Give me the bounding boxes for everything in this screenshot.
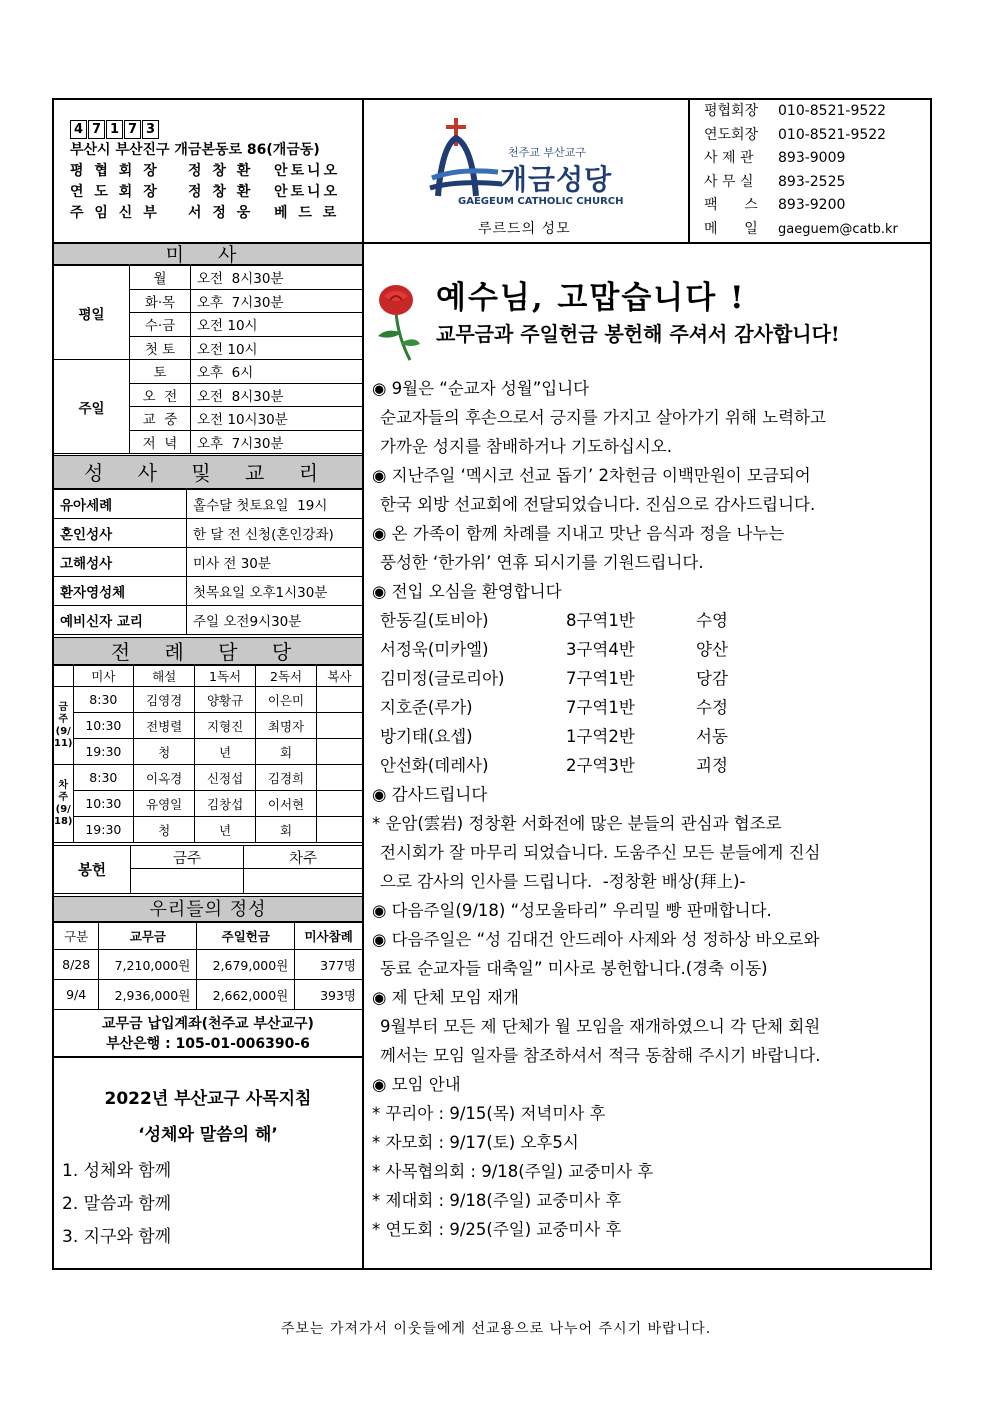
bonghun-cell [244, 869, 363, 894]
liturgy-cell: 10:30 [73, 713, 134, 739]
church-logo [428, 116, 628, 216]
offering-cell: 2,679,000원 [197, 950, 295, 980]
contact-row [704, 100, 898, 124]
officer-name: 정 창 환 [188, 163, 254, 179]
officer-role: 주 임 신 부 [70, 205, 160, 221]
liturgy-cell [317, 817, 363, 843]
mass-schedule-table [53, 265, 363, 454]
section-title-liturgy: 전 례 담 당 [54, 637, 362, 665]
section-title-sacraments: 성 사 및 교 리 [54, 455, 362, 489]
sacrament-value: 주일 오전9시30분 [187, 606, 363, 635]
offering-cell: 9/4 [54, 980, 99, 1010]
empty-cell [54, 666, 74, 687]
notice-heading: ◉ 다음주일(9/18) “성모울타리” 우리밀 빵 판매합니다. [372, 901, 772, 920]
offering-header: 미사참례 [295, 923, 363, 950]
guideline-item: 2. 말씀과 함께 [62, 1194, 172, 1214]
offering-cell: 377명 [295, 950, 363, 980]
liturgy-cell [317, 765, 363, 791]
subheadline: 교무금과 주일헌금 봉헌해 주셔서 감사합니다! [436, 322, 840, 346]
sacrament-name: 예비신자 교리 [54, 606, 187, 635]
liturgy-cell: 이은미 [256, 687, 317, 713]
bonghun-this-week: 금주 [131, 846, 244, 869]
offering-header: 주일헌금 [197, 923, 295, 950]
officer-name: 정 창 환 [188, 184, 254, 200]
patron-name: 루르드의 성모 [478, 221, 571, 237]
notice-heading: ◉ 감사드립니다 [372, 785, 488, 804]
newcomer-list [380, 606, 728, 780]
postal-code [70, 120, 340, 139]
footer-note: 주보는 가져가서 이웃들에게 선교용으로 나누어 주시기 바랍니다. [280, 1321, 712, 1337]
contact-row [704, 218, 898, 242]
notice-text: 동료 순교자들 대축일” 미사로 봉헌합니다.(경축 이동) [380, 959, 768, 978]
contact-key: 팩 스 [704, 197, 758, 213]
sacrament-value: 홀수달 첫토요일 19시 [187, 490, 363, 519]
officer-baptism: 베 드 로 [274, 205, 340, 221]
mass-day: 저 녁 [130, 430, 191, 454]
officer-row [70, 182, 340, 203]
liturgy-cell: 전병렬 [134, 713, 195, 739]
liturgy-cell: 김경희 [256, 765, 317, 791]
liturgy-cell: 회 [256, 739, 317, 765]
notice-heading: ◉ 모임 안내 [372, 1075, 461, 1094]
contact-row [704, 171, 898, 195]
newcomer-origin: 당감 [696, 669, 728, 688]
newcomer-zone: 2구역3반 [566, 756, 635, 775]
mass-time: 오전 10시30분 [191, 407, 363, 431]
liturgy-cell: 년 [195, 739, 256, 765]
contact-list [704, 100, 898, 241]
sacrament-name: 고해성사 [54, 548, 187, 577]
sacrament-name: 유아세례 [54, 490, 187, 519]
liturgy-cell: 19:30 [73, 817, 134, 843]
mass-time: 오전 8시30분 [191, 383, 363, 407]
contact-row [704, 124, 898, 148]
address-block [70, 120, 340, 224]
sacrament-value: 한 달 전 신청(혼인강좌) [187, 519, 363, 548]
liturgy-table [53, 665, 363, 843]
bonghun-cell [131, 869, 244, 894]
contact-value: 893-9200 [778, 197, 846, 213]
newcomer-row [380, 693, 728, 722]
newcomer-name: 김미정(글로리아) [380, 669, 505, 688]
liturgy-header: 미사 [73, 666, 134, 687]
mass-day: 오 전 [130, 383, 191, 407]
notice-heading: ◉ 온 가족이 함께 차례를 지내고 맛난 음식과 정을 나누는 [372, 524, 785, 543]
newcomer-name: 안선화(데레사) [380, 756, 489, 775]
newcomer-name: 지호준(루가) [380, 698, 473, 717]
newcomer-origin: 수영 [696, 611, 728, 630]
liturgy-header: 2독서 [256, 666, 317, 687]
liturgy-cell: 19:30 [73, 739, 134, 765]
offering-cell: 2,662,000원 [197, 980, 295, 1010]
account-number: 부산은행 : 105-01-006390-6 [106, 1036, 310, 1052]
offering-cell: 2,936,000원 [99, 980, 197, 1010]
mass-day: 토 [130, 360, 191, 384]
liturgy-cell: 청 [134, 817, 195, 843]
liturgy-cell [317, 713, 363, 739]
meeting-item: * 연도회 : 9/25(주일) 교중미사 후 [372, 1220, 622, 1239]
newcomer-zone: 7구역1반 [566, 669, 635, 688]
liturgy-cell: 신정섭 [195, 765, 256, 791]
contact-key: 평협회장 [704, 103, 759, 119]
liturgy-header: 해설 [134, 666, 195, 687]
postal-digit: 3 [142, 120, 159, 139]
church-name-en: GAEGEUM CATHOLIC CHURCH [458, 196, 624, 207]
sacrament-value: 미사 전 30분 [187, 548, 363, 577]
liturgy-cell [317, 739, 363, 765]
guideline-subtitle: ‘성체와 말씀의 해’ [138, 1125, 278, 1145]
liturgy-header: 복사 [317, 666, 363, 687]
mass-time: 오전 10시 [191, 313, 363, 337]
mass-day: 화·목 [130, 289, 191, 313]
mass-day: 교 중 [130, 407, 191, 431]
liturgy-cell: 년 [195, 817, 256, 843]
liturgy-cell: 김창섭 [195, 791, 256, 817]
account-title: 교무금 납입계좌(천주교 부산교구) [102, 1016, 314, 1032]
offering-cell: 7,210,000원 [99, 950, 197, 980]
divider [688, 98, 690, 242]
mass-group-label: 평일 [54, 266, 130, 360]
guideline-list [62, 1155, 171, 1254]
meeting-item: * 자모회 : 9/17(토) 오후5시 [372, 1133, 579, 1152]
section-title-offering: 우리들의 정성 [54, 896, 362, 922]
guideline-item: 3. 지구와 함께 [62, 1227, 172, 1247]
newcomer-name: 서정욱(미카엘) [380, 640, 489, 659]
newcomer-row [380, 635, 728, 664]
address: 부산시 부산진구 개금본동로 86(개금동) [70, 142, 320, 158]
contact-key: 사 제 관 [704, 150, 754, 166]
sacrament-name: 환자영성체 [54, 577, 187, 606]
contact-email: gaeguem@catb.kr [778, 221, 898, 237]
liturgy-cell [317, 791, 363, 817]
liturgy-cell: 지형진 [195, 713, 256, 739]
church-cross-icon [428, 116, 508, 200]
liturgy-cell: 8:30 [73, 687, 134, 713]
notice-heading: ◉ 제 단체 모임 재개 [372, 988, 519, 1007]
officer-role: 평 협 회 장 [70, 163, 160, 179]
newcomer-origin: 양산 [696, 640, 728, 659]
notice-text: * 운암(雲岩) 정창환 서화전에 많은 분들의 관심과 협조로 [372, 814, 782, 833]
rose-icon [372, 282, 422, 364]
contact-row [704, 147, 898, 171]
newcomer-row [380, 722, 728, 751]
notice-heading: ◉ 지난주일 ‘멕시코 선교 돕기’ 2차헌금 이백만원이 모금되어 [372, 466, 811, 485]
officer-baptism: 안토니오 [274, 184, 341, 200]
postal-digit: 7 [88, 120, 105, 139]
bonghun-table [53, 845, 363, 894]
notice-text: 풍성한 ‘한가위’ 연휴 되시기를 기원드립니다. [380, 553, 704, 572]
sacrament-name: 혼인성사 [54, 519, 187, 548]
liturgy-cell: 이서현 [256, 791, 317, 817]
offering-table [53, 922, 363, 1010]
mass-group-label: 주일 [54, 360, 130, 454]
offering-cell: 8/28 [54, 950, 99, 980]
newcomer-zone: 8구역1반 [566, 611, 635, 630]
officer-row [70, 203, 340, 224]
meeting-item: * 제대회 : 9/18(주일) 교중미사 후 [372, 1191, 622, 1210]
mass-time: 오후 6시 [191, 360, 363, 384]
notice-text: 께서는 모임 일자를 참조하셔서 적극 동참해 주시기 바랍니다. [380, 1046, 821, 1065]
newcomer-origin: 서동 [696, 727, 728, 746]
officer-role: 연 도 회 장 [70, 184, 160, 200]
contact-value: 893-9009 [778, 150, 846, 166]
meeting-item: * 사목협의회 : 9/18(주일) 교중미사 후 [372, 1162, 654, 1181]
bonghun-label: 봉헌 [54, 846, 131, 894]
mass-day: 월 [130, 266, 191, 290]
newcomer-row [380, 606, 728, 635]
mass-time: 오후 7시30분 [191, 430, 363, 454]
notice-heading: ◉ 9월은 “순교자 성월”입니다 [372, 379, 590, 398]
newcomer-name: 방기태(요셉) [380, 727, 473, 746]
meeting-item: * 꾸리아 : 9/15(목) 저녁미사 후 [372, 1104, 606, 1123]
church-name: 개금성당 [500, 163, 613, 196]
notice-text: 9월부터 모든 제 단체가 월 모임을 재개하였으니 각 단체 회원 [380, 1017, 821, 1036]
newcomer-origin: 수정 [696, 698, 728, 717]
newcomer-origin: 괴정 [696, 756, 728, 775]
officer-row [70, 161, 340, 182]
notice-text: 전시회가 잘 마무리 되었습니다. 도움주신 모든 분들에게 진심 [380, 843, 821, 862]
notice-text: 가까운 성지를 참배하거나 기도하십시오. [380, 437, 672, 456]
newcomer-zone: 3구역4반 [566, 640, 635, 659]
liturgy-cell: 회 [256, 817, 317, 843]
notice-heading: ◉ 다음주일은 “성 김대건 안드레아 사제와 성 정하상 바오로와 [372, 930, 820, 949]
headline: 예수님, 고맙습니다 ! [436, 280, 746, 316]
newcomer-name: 한동길(토비아) [380, 611, 489, 630]
contact-key: 사 무 실 [704, 173, 754, 190]
contact-key: 연도회장 [704, 126, 759, 143]
newcomer-zone: 7구역1반 [566, 698, 635, 717]
week-label: 차 주 (9/ 18) [54, 765, 74, 843]
bonghun-next-week: 차주 [244, 846, 363, 869]
contact-row [704, 194, 898, 218]
liturgy-cell: 청 [134, 739, 195, 765]
notice-heading: ◉ 전입 오심을 환영합니다 [372, 582, 562, 601]
section-title-mass: 미 사 [54, 243, 362, 265]
mass-day: 첫 토 [130, 336, 191, 360]
contact-key: 메 일 [704, 220, 758, 237]
liturgy-cell: 양황규 [195, 687, 256, 713]
guideline-item: 1. 성체와 함께 [62, 1161, 172, 1181]
mass-time: 오전 10시 [191, 336, 363, 360]
contact-value: 893-2525 [778, 173, 846, 190]
contact-value: 010-8521-9522 [778, 126, 887, 143]
liturgy-cell [317, 687, 363, 713]
postal-digit: 7 [124, 120, 141, 139]
liturgy-cell: 10:30 [73, 791, 134, 817]
mass-time: 오후 7시30분 [191, 289, 363, 313]
guideline-title: 2022년 부산교구 사목지침 [104, 1089, 312, 1109]
notice-text: 으로 감사의 인사를 드립니다. -정창환 배상(拜上)- [380, 872, 746, 891]
divider [52, 1056, 362, 1058]
postal-digit: 4 [70, 120, 87, 139]
offering-cell: 393명 [295, 980, 363, 1010]
offering-header: 구분 [54, 923, 99, 950]
officer-name: 서 정 웅 [188, 205, 254, 221]
offering-header: 교무금 [99, 923, 197, 950]
newcomer-row [380, 664, 728, 693]
notice-text: 한국 외방 선교회에 전달되었습니다. 진심으로 감사드립니다. [380, 495, 816, 514]
postal-digit: 1 [106, 120, 123, 139]
liturgy-cell: 김영경 [134, 687, 195, 713]
liturgy-header: 1독서 [195, 666, 256, 687]
mass-time: 오전 8시30분 [191, 266, 363, 290]
liturgy-cell: 이옥경 [134, 765, 195, 791]
liturgy-cell: 최명자 [256, 713, 317, 739]
sacraments-table [53, 489, 363, 635]
newcomer-zone: 1구역2반 [566, 727, 635, 746]
sacrament-value: 첫목요일 오후1시30분 [187, 577, 363, 606]
liturgy-cell: 8:30 [73, 765, 134, 791]
notice-text: 순교자들의 후손으로서 긍지를 가지고 살아가기 위해 노력하고 [380, 408, 826, 427]
liturgy-cell: 유영일 [134, 791, 195, 817]
contact-value: 010-8521-9522 [778, 103, 887, 119]
officer-baptism: 안토니오 [274, 163, 341, 179]
newcomer-row [380, 751, 728, 780]
mass-day: 수·금 [130, 313, 191, 337]
week-label: 금 주 (9/ 11) [54, 687, 74, 765]
diocese-name: 천주교 부산교구 [508, 146, 586, 159]
